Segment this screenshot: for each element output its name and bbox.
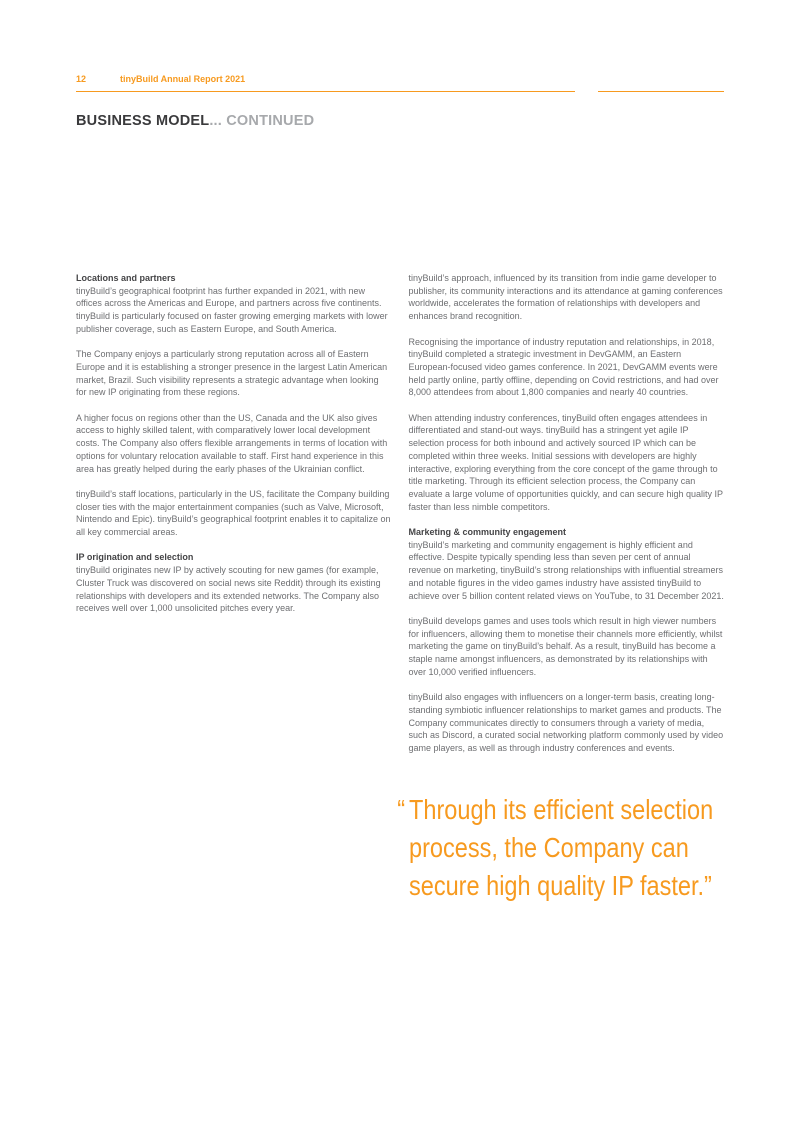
paragraph: tinyBuild’s approach, influenced by its transition from indie game developer to publisher, its community interactions and its attendance at gaming conferences worldwide, accelerates the formation of relationships with developers and enhances brand recognition. (408, 273, 723, 322)
paragraph: Recognising the importance of industry reputation and relationships, in 2018, tinyBuild completed a strategic investment in DevGAMM, an Eastern European-focused video games conference. In 2021, DevGAMM events were held partly online, partly offline, depending on Covid restrictions, and had over 8,000 attendees from about 1,800 companies and nearly 40 countries. (408, 336, 719, 398)
page-title (76, 113, 724, 129)
paragraph: tinyBuild develops games and uses tools which result in high viewer numbers for influencers, allowing them to monetise their channels more efficiently, whilst marketing the game on tinyBuild’s behalf. As a result, tinyBuild has become a staple name amongst influencers, as demonstrated by its relationships with over 10,000 verified influencers. (408, 615, 723, 677)
subheading-marketing-community: Marketing & community engagement (408, 527, 567, 538)
header-rule (76, 91, 724, 92)
paragraph: When attending industry conferences, tinyBuild often engages attendees in differentiated and stand-out ways. tinyBuild has a stringent yet agile IP selection process for both inbound and actively sourced IP which can be completed within three weeks. Initial sessions with developers are highly interactive, exploring everything from the core concept of the game through to title marketing. Through its efficient selection process, the Company can evaluate a large volume of opportunities quickly, and can secure high quality IP faster than less nimble competitors. (408, 412, 723, 512)
header-rule-right-segment (598, 91, 724, 92)
pull-quote-line: secure high quality IP faster.” (408, 869, 712, 901)
paragraph: tinyBuild originates new IP by actively scouting for new games (for example, Cluster Truck was discovered on social news site Reddit) through its existing relationships with developers and its extended networks. The Company also receives well over 1,000 unsolicited pitches every year. (76, 565, 381, 614)
header-text-row (76, 74, 724, 84)
paragraph: tinyBuild’s geographical footprint has further expanded in 2021, with new offices across the Americas and Europe, and partners across five continents. tinyBuild is particularly focused on faster growing emerging markets with lower publisher coverage, such as Eastern Europe, and South America. (76, 285, 388, 334)
header-rule-gap (575, 91, 598, 92)
left-column (76, 272, 392, 905)
page-title-continued: ... CONTINUED (209, 113, 315, 129)
paragraph: A higher focus on regions other than the US, Canada and the UK also gives access to highly skilled talent, with comparatively lower local development costs. The Company also offers flexible arrangements in terms of location with options for voluntary relocation available to staff. First hand experience in this area has greatly helped during the early phases of the Ukrainian conflict. (76, 412, 388, 474)
pull-quote-line: process, the Company can (408, 831, 689, 863)
pull-quote-line: Through its efficient selection (408, 793, 713, 825)
subheading-ip-origination: IP origination and selection (76, 552, 194, 563)
pull-quote (396, 791, 713, 905)
paragraph: tinyBuild’s staff locations, particularly in the US, facilitate the Company building closer ties with the major entertainment companies (such as Valve, Microsoft, Nintendo and Epic). tinyBuild’s geographical footprint enables it to capitalize on all key commercial areas. (76, 488, 391, 538)
page-title-main: BUSINESS MODEL (76, 113, 210, 129)
paragraph: tinyBuild’s marketing and community engagement is highly efficient and effective. Despite typically spending less than seven per cent of annual revenue on marketing, tinyBuild’s strong relationships with influential streamers and notable figures in the video games industry have assisted tinyBuild to achieve over 5 billion content related views on YouTube, to 31 December 2021. (408, 539, 724, 601)
page-header (76, 74, 724, 92)
paragraph: tinyBuild also engages with influencers on a longer-term basis, creating long-standing symbiotic influencer relationships to market games and products. The Company communicates directly to consumers through a variety of media, such as Discord, a curated social networking platform commonly used by video game players, as well as through industry conferences and events. (408, 692, 724, 753)
open-quote-mark: “ (396, 793, 405, 825)
paragraph: The Company enjoys a particularly strong reputation across all of Eastern Europe and it is establishing a stronger presence in the largest Latin American market, Brazil. Such visibility represents a strategic advantage when looking for new IP originating from these regions. (76, 349, 388, 398)
subheading-locations-and-partners: Locations and partners (76, 273, 176, 283)
body-columns (76, 272, 724, 905)
report-title: tinyBuild Annual Report 2021 (120, 74, 246, 84)
page-number: 12 (76, 74, 87, 84)
right-column (396, 272, 725, 905)
header-rule-left-segment (76, 91, 575, 92)
pull-quote-text (408, 791, 713, 905)
